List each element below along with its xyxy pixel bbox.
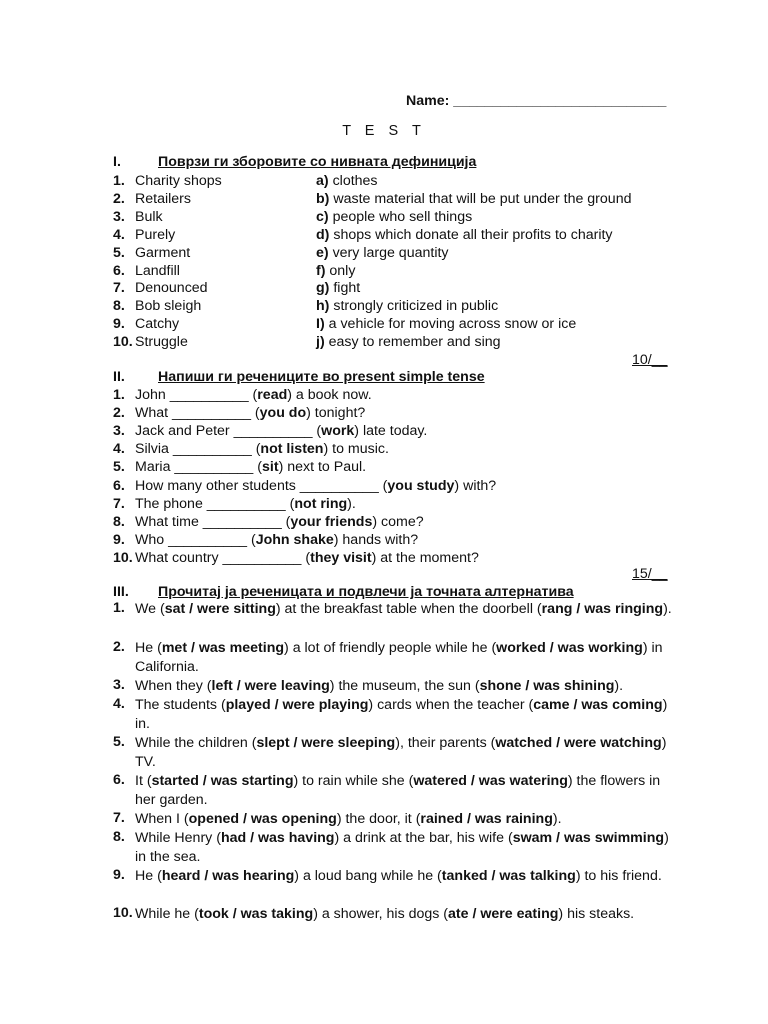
name-field: Name: ___________________________ xyxy=(406,93,667,109)
verb-alternatives: worked / was working xyxy=(496,640,643,656)
item-number: 7. xyxy=(113,280,125,297)
sentence xyxy=(135,441,389,457)
verb-prompt: not listen xyxy=(260,441,324,458)
sentence xyxy=(135,810,680,829)
sentence-end: ) with? xyxy=(454,477,497,494)
sentence xyxy=(135,734,680,772)
verb-prompt: you do xyxy=(259,405,307,422)
sentence-start: What __________ ( xyxy=(135,405,260,422)
definition-letter: j) xyxy=(316,334,325,351)
sentence xyxy=(135,600,680,619)
sentence-text: ) TV. xyxy=(135,735,667,770)
sentence-end: ) late today. xyxy=(354,423,428,440)
definition-letter: h) xyxy=(316,298,330,315)
verb-alternatives: played / were playing xyxy=(225,697,369,713)
sentence-text: ) in California. xyxy=(135,640,663,675)
sentence-end: ) hands with? xyxy=(333,531,419,548)
verb-alternatives: heard / was hearing xyxy=(161,868,295,884)
sentence xyxy=(135,405,365,421)
verb-alternatives: slept / were sleeping xyxy=(256,735,396,751)
item-number: 5. xyxy=(113,459,125,476)
sentence xyxy=(135,867,680,886)
definition xyxy=(316,245,449,261)
verb-prompt: you study xyxy=(387,477,455,494)
verb-prompt: your friends xyxy=(290,513,373,530)
verb-alternatives: opened / was opening xyxy=(188,811,337,827)
sentence-text: ) the museum, the sun ( xyxy=(329,678,480,694)
verb-alternatives: rained / was raining xyxy=(420,811,553,827)
item-number: 8. xyxy=(113,513,125,530)
definition-text: fight xyxy=(333,280,361,297)
sentence-text: While he ( xyxy=(135,906,199,922)
verb-alternatives: watched / were watching xyxy=(495,735,662,751)
sentence xyxy=(135,829,680,867)
section-1-score: 10/__ xyxy=(632,352,668,368)
definition xyxy=(316,263,355,279)
sentence-text: ). xyxy=(663,601,672,617)
verb-alternatives: came / was coming xyxy=(533,697,663,713)
sentence-text: ) the door, it ( xyxy=(336,811,421,827)
vocabulary-term: Retailers xyxy=(135,190,191,207)
verb-alternatives: took / was taking xyxy=(198,906,314,922)
item-number: 6. xyxy=(113,772,125,788)
vocabulary-term: Catchy xyxy=(135,316,180,333)
item-number: 5. xyxy=(113,244,125,261)
item-number: 9. xyxy=(113,316,125,333)
item-number: 4. xyxy=(113,441,125,458)
definition-text: shops which donate all their profits to charity xyxy=(333,226,613,243)
vocabulary-term: Garment xyxy=(135,244,191,261)
verb-prompt: they visit xyxy=(310,549,372,566)
definition xyxy=(316,334,501,350)
sentence-text: ). xyxy=(614,678,624,694)
verb-alternatives: had / was having xyxy=(220,830,335,846)
item-number: 3. xyxy=(113,677,125,693)
sentence-end: ) at the moment? xyxy=(371,549,479,566)
sentence-text: ), their parents ( xyxy=(395,735,496,751)
item-number: 10. xyxy=(113,549,133,566)
item-number: 6. xyxy=(113,477,125,494)
sentence xyxy=(135,550,479,566)
sentence-text: When I ( xyxy=(135,811,189,827)
vocabulary-term: Purely xyxy=(135,226,176,243)
definition-letter: g) xyxy=(316,280,330,297)
sentence xyxy=(135,772,680,810)
item-number: 10. xyxy=(113,905,133,921)
item-number: 1. xyxy=(113,387,125,403)
definition xyxy=(316,316,576,332)
sentence xyxy=(135,423,427,439)
item-number: 3. xyxy=(113,423,125,440)
vocabulary-term: Charity shops xyxy=(135,173,222,189)
item-number: 7. xyxy=(113,810,125,826)
sentence-end: ) next to Paul. xyxy=(278,459,367,476)
item-number: 2. xyxy=(113,639,125,655)
sentence xyxy=(135,677,680,696)
section-3-heading: Прочитај ја реченицата и подвлечи ја точната алтернатива xyxy=(158,584,574,600)
sentence xyxy=(135,478,496,494)
sentence-end: ) tonight? xyxy=(306,405,366,422)
test-title: T E S T xyxy=(342,123,426,139)
vocabulary-term: Bob sleigh xyxy=(135,298,202,315)
sentence xyxy=(135,496,356,512)
sentence-text: ) the flowers in her garden. xyxy=(135,773,661,808)
sentence-text: ) cards when the teacher ( xyxy=(368,697,534,713)
vocabulary-term: Denounced xyxy=(135,280,208,297)
verb-prompt: read xyxy=(257,387,288,403)
item-number: 8. xyxy=(113,829,125,845)
item-number: 5. xyxy=(113,734,125,750)
definition-text: people who sell things xyxy=(332,208,473,225)
verb-alternatives: swam / was swimming xyxy=(512,830,665,846)
verb-alternatives: sat / were sitting xyxy=(164,601,276,617)
verb-alternatives: watered / was watering xyxy=(413,773,568,789)
definition xyxy=(316,191,631,207)
item-number: 2. xyxy=(113,405,125,422)
sentence xyxy=(135,459,366,475)
sentence-text: ) to his friend. xyxy=(575,868,662,884)
item-number: 1. xyxy=(113,173,125,189)
sentence-start: John __________ ( xyxy=(135,387,258,403)
section-1-heading: Поврзи ги зборовите со нивната дефиниција xyxy=(158,154,477,170)
sentence-text: ) in. xyxy=(135,697,668,732)
vocabulary-term: Struggle xyxy=(135,334,188,351)
definition-letter: f) xyxy=(316,262,326,279)
sentence-start: What time __________ ( xyxy=(135,513,291,530)
definition-letter: e) xyxy=(316,244,329,261)
sentence-start: The phone __________ ( xyxy=(135,495,295,512)
section-3-numeral: III. xyxy=(113,584,129,600)
item-number: 10. xyxy=(113,334,133,351)
definition-letter: b) xyxy=(316,190,330,207)
sentence-start: What country __________ ( xyxy=(135,549,311,566)
sentence-text: The students ( xyxy=(135,697,226,713)
item-number: 6. xyxy=(113,262,125,279)
sentence-text: ). xyxy=(552,811,562,827)
item-number: 9. xyxy=(113,867,125,883)
sentence-text: ) in the sea. xyxy=(135,830,669,865)
verb-alternatives: rang / was ringing xyxy=(541,601,664,617)
sentence-text: While the children ( xyxy=(135,735,257,751)
sentence xyxy=(135,696,680,734)
definition-letter: I) xyxy=(316,316,325,333)
sentence-text: ) his steaks. xyxy=(558,906,635,922)
sentence xyxy=(135,905,680,924)
section-2-heading: Напиши ги реченицитe во present simple tense xyxy=(158,369,485,385)
definition xyxy=(316,227,613,243)
verb-alternatives: started / was starting xyxy=(151,773,294,789)
sentence-text: ) to rain while she ( xyxy=(293,773,414,789)
definition-text: clothes xyxy=(332,173,378,189)
section-1-numeral: I. xyxy=(113,154,121,170)
item-number: 2. xyxy=(113,190,125,207)
item-number: 4. xyxy=(113,696,125,712)
sentence xyxy=(135,532,418,548)
verb-alternatives: shone / was shining xyxy=(479,678,615,694)
sentence-end: ) to music. xyxy=(323,441,389,458)
sentence xyxy=(135,514,424,530)
verb-prompt: John shake xyxy=(255,531,334,548)
item-number: 8. xyxy=(113,298,125,315)
sentence-start: Maria __________ ( xyxy=(135,459,262,476)
section-2-score: 15/__ xyxy=(632,566,668,582)
sentence-text: He ( xyxy=(135,868,162,884)
section-2-numeral: II. xyxy=(113,369,125,385)
sentence xyxy=(135,639,680,677)
sentence-text: ) a drink at the bar, his wife ( xyxy=(334,830,513,846)
item-number: 9. xyxy=(113,531,125,548)
vocabulary-term: Bulk xyxy=(135,208,163,225)
verb-alternatives: tanked / was talking xyxy=(441,868,576,884)
definition-text: waste material that will be put under the ground xyxy=(333,190,632,207)
item-number: 4. xyxy=(113,226,125,243)
sentence-text: ) a shower, his dogs ( xyxy=(313,906,449,922)
definition xyxy=(316,173,378,189)
vocabulary-term: Landfill xyxy=(135,262,180,279)
sentence-end: ) a book now. xyxy=(287,387,372,403)
definition xyxy=(316,209,472,225)
definition xyxy=(316,280,360,296)
definition-letter: a) xyxy=(316,173,329,189)
verb-prompt: not ring xyxy=(294,495,348,512)
sentence-start: How many other students __________ ( xyxy=(135,477,388,494)
sentence-text: When they ( xyxy=(135,678,212,694)
sentence-text: ) at the breakfast table when the doorbell ( xyxy=(275,601,542,617)
sentence-text: While Henry ( xyxy=(135,830,221,846)
item-number: 7. xyxy=(113,495,125,512)
verb-alternatives: ate / were eating xyxy=(448,906,559,922)
sentence xyxy=(135,387,372,403)
verb-alternatives: met / was meeting xyxy=(161,640,285,656)
item-number: 1. xyxy=(113,600,125,616)
sentence-end: ) come? xyxy=(372,513,424,530)
verb-prompt: work xyxy=(321,423,355,440)
sentence-start: Silvia __________ ( xyxy=(135,441,261,458)
verb-alternatives: left / were leaving xyxy=(211,678,330,694)
definition-letter: d) xyxy=(316,226,330,243)
item-number: 3. xyxy=(113,208,125,225)
sentence-start: Who __________ ( xyxy=(135,531,256,548)
sentence-text: We ( xyxy=(135,601,165,617)
definition-text: only xyxy=(329,262,356,279)
sentence-text: It ( xyxy=(135,773,152,789)
sentence-text: ) a lot of friendly people while he ( xyxy=(284,640,497,656)
verb-prompt: sit xyxy=(262,459,279,476)
definition xyxy=(316,298,498,314)
sentence-end: ). xyxy=(347,495,356,512)
sentence-text: ) a loud bang while he ( xyxy=(294,868,442,884)
definition-text: very large quantity xyxy=(332,244,449,261)
definition-text: a vehicle for moving across snow or ice xyxy=(328,316,577,333)
definition-text: strongly criticized in public xyxy=(333,298,499,315)
definition-letter: c) xyxy=(316,208,329,225)
sentence-start: Jack and Peter __________ ( xyxy=(135,423,322,440)
definition-text: easy to remember and sing xyxy=(328,334,501,351)
sentence-text: He ( xyxy=(135,640,162,656)
